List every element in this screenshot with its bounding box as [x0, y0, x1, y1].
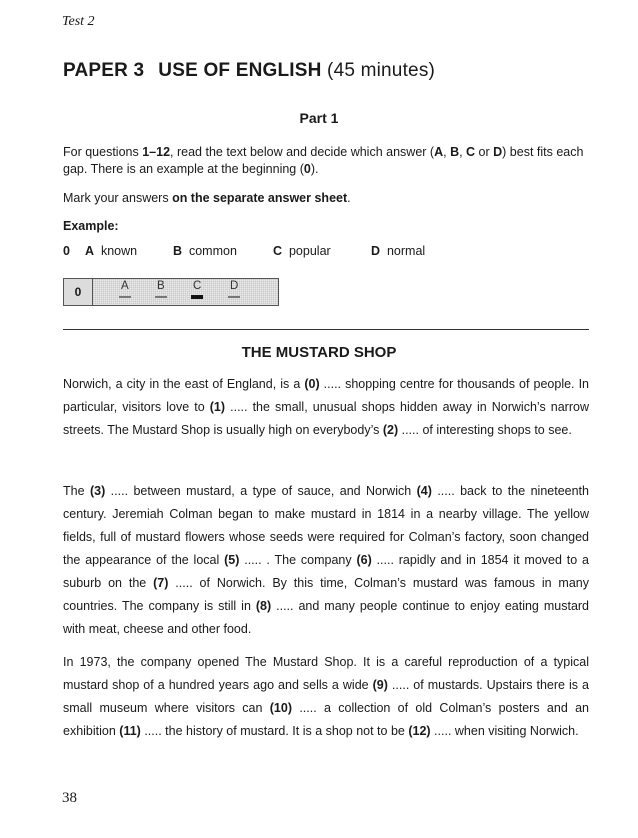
instructions: For questions 1–12, read the text below and decide which answer (A, B, C or D) best fits each gap. There is an example at the beginning (0).: [63, 145, 584, 176]
paper-duration: (45 minutes): [327, 60, 436, 81]
option-c: C popular: [273, 244, 331, 258]
paragraph-3: In 1973, the company opened The Mustard Shop. It is a careful reproduction of a typical mustard shop of a hundred years ago and sells a wide (9) ..... of mustards. Upstairs there is a small museum where visitors can (10) ..... a collection of old Colman’s posters and an exhibition (11) ..... the history of mustard. It is a shop not to be (12) ..... when visiting Norwich.: [63, 655, 589, 738]
grid-letter-c: C: [193, 280, 202, 292]
paper-name: USE OF ENGLISH: [158, 60, 322, 81]
paper-label: PAPER 3: [63, 60, 145, 81]
grid-mark-c: [191, 295, 203, 299]
grid-letter-b: B: [157, 280, 165, 292]
divider: [63, 329, 589, 330]
paragraph-2: The (3) ..... between mustard, a type of sauce, and Norwich (4) ..... back to the nineteenth century. Jeremiah Colman began to make mustard in 1814 in a nearby village. The yellow fields, full of mustard flowers whose seeds were required for Colman’s factory, soon changed the appearance of the local (5) ..... . The company (6) ..... rapidly and in 1854 it moved to a suburb on the (7) ..... of Norwich. By this time, Colman’s mustard was famous in many countries. The company is still in (8) ..... and many people continue to enjoy eating mustard with meat, cheese and other food.: [63, 484, 590, 636]
grid-letter-d: D: [230, 280, 239, 292]
example-number: 0: [63, 244, 70, 258]
paper-title: [63, 60, 435, 82]
answer-grid: [63, 278, 279, 306]
grid-mark-a: [119, 296, 131, 298]
example-label: Example:: [63, 219, 119, 233]
part-heading: Part 1: [299, 110, 339, 126]
option-d: D normal: [371, 244, 426, 258]
grid-mark-d: [228, 296, 240, 298]
page-number: 38: [62, 790, 77, 806]
paragraph-1: Norwich, a city in the east of England, is a (0) ..... shopping centre for thousands of people. In particular, visitors love to (1) ..... the small, unusual shops hidden away in Norwich’s narrow streets. The Mustard Shop is usually high on everybody’s (2) ..... of interesting shops to see.: [63, 377, 589, 437]
answer-grid-number: 0: [64, 279, 93, 305]
grid-letter-a: A: [121, 280, 129, 292]
text-title: THE MUSTARD SHOP: [241, 344, 397, 361]
test-label: Test 2: [62, 14, 95, 29]
answer-sheet-note: Mark your answers on the separate answer sheet.: [63, 191, 351, 205]
option-a: A known: [85, 244, 138, 258]
example-options: [63, 244, 425, 258]
grid-mark-b: [155, 296, 167, 298]
option-b: B common: [173, 244, 237, 258]
